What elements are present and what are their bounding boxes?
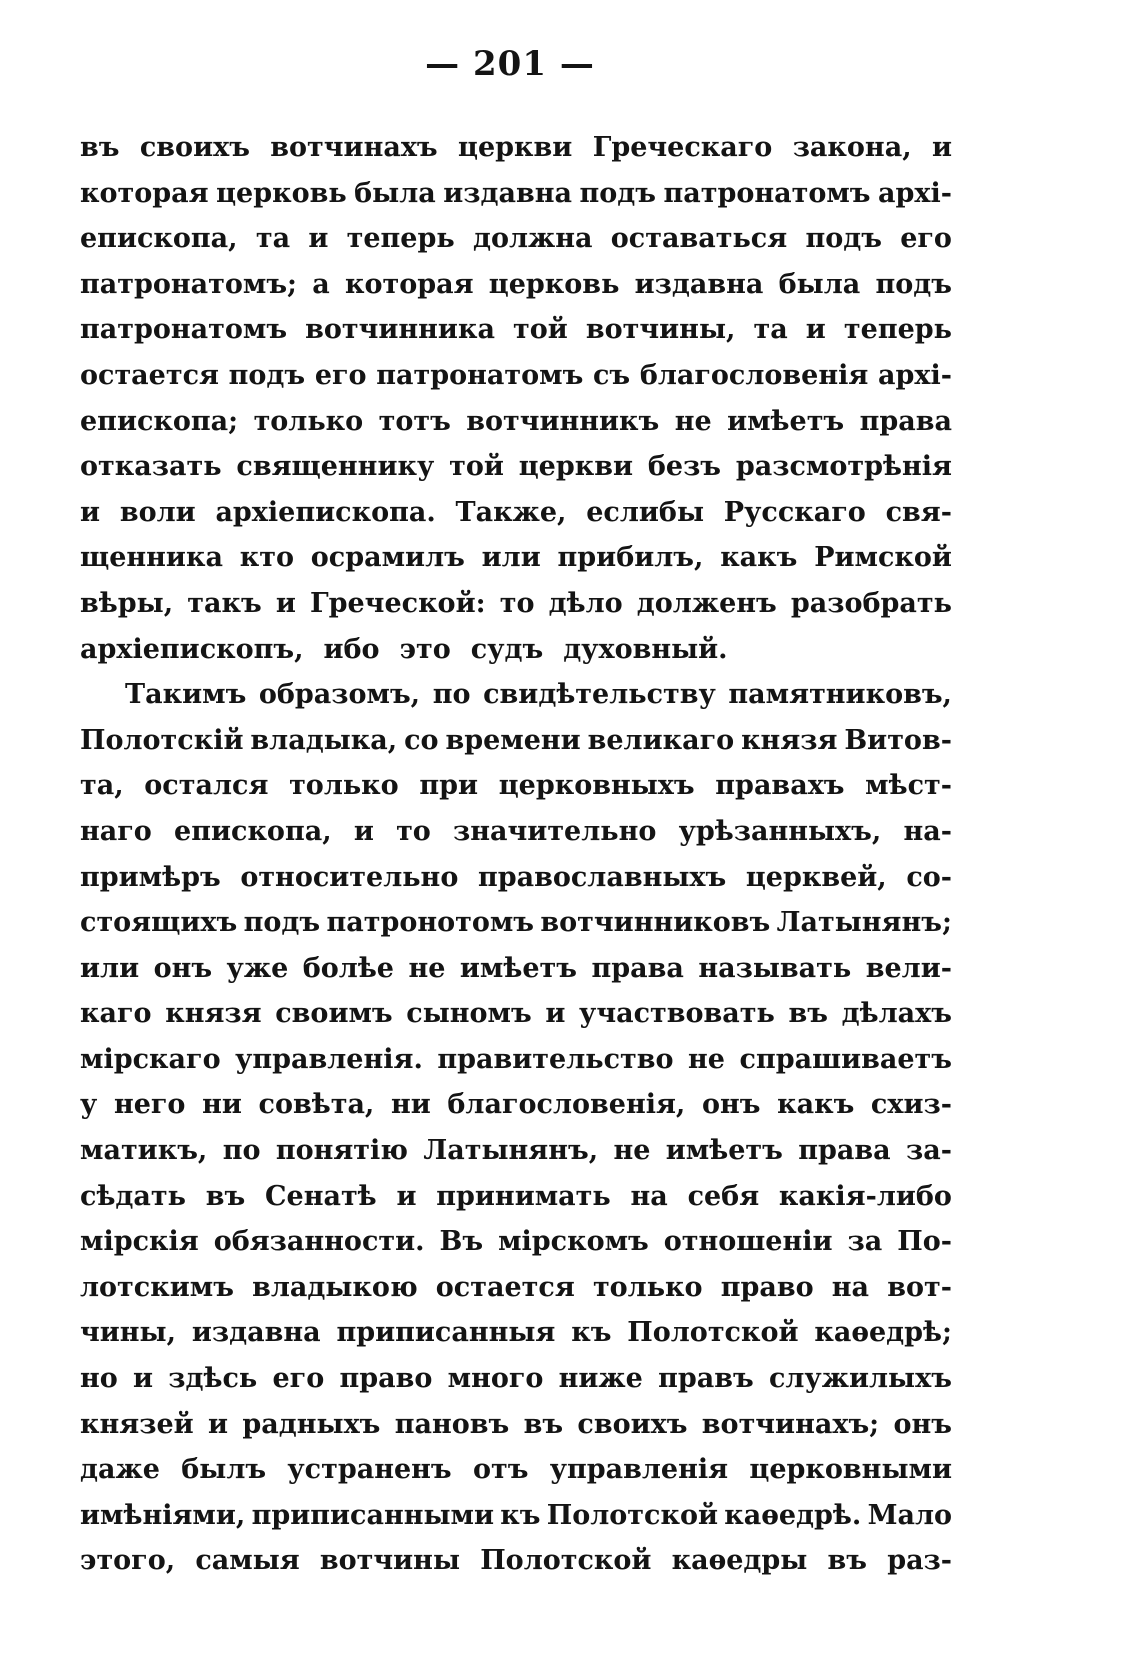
word: той bbox=[513, 314, 568, 346]
word: безъ bbox=[647, 451, 722, 483]
word: которая bbox=[344, 268, 474, 300]
word: подъ bbox=[805, 223, 882, 255]
word: Латынянъ; bbox=[776, 907, 952, 939]
word: вотчинника bbox=[305, 314, 495, 346]
word: мірскія bbox=[80, 1226, 199, 1258]
word: церковными bbox=[749, 1454, 952, 1486]
word: та, bbox=[80, 770, 124, 802]
word: щенника bbox=[80, 542, 223, 574]
word: права bbox=[798, 1135, 891, 1167]
word: отношеніи bbox=[663, 1226, 833, 1258]
word: право bbox=[339, 1363, 433, 1395]
word: только bbox=[592, 1271, 703, 1303]
word: церквей, bbox=[745, 861, 887, 893]
word: чины, bbox=[80, 1317, 177, 1349]
word: не bbox=[688, 1043, 725, 1075]
word: вели- bbox=[865, 952, 952, 984]
word: подъ bbox=[228, 359, 306, 391]
word: то bbox=[396, 815, 431, 847]
word: обязанности. bbox=[213, 1226, 425, 1258]
word: своихъ bbox=[577, 1408, 688, 1440]
word: только bbox=[289, 770, 399, 802]
text-line bbox=[80, 855, 952, 901]
word: лотскимъ bbox=[80, 1271, 234, 1303]
word: духовный. bbox=[563, 633, 728, 665]
word: уже bbox=[226, 952, 289, 984]
word: издавна bbox=[191, 1317, 321, 1349]
word: у bbox=[80, 1089, 98, 1121]
word: называть bbox=[698, 952, 852, 984]
text-line bbox=[80, 262, 952, 308]
word: Латынянъ, bbox=[423, 1135, 599, 1167]
word: свидѣтельству bbox=[483, 679, 716, 711]
text-line bbox=[80, 1037, 952, 1083]
word: вотчинахъ; bbox=[701, 1408, 880, 1440]
text-line bbox=[80, 1447, 952, 1493]
word: Въ bbox=[439, 1226, 484, 1258]
word: устраненъ bbox=[287, 1454, 452, 1486]
word: и bbox=[133, 1363, 154, 1395]
word: онъ bbox=[153, 952, 213, 984]
word: и bbox=[396, 1180, 417, 1212]
word: которая bbox=[80, 177, 209, 209]
word: вот- bbox=[887, 1271, 952, 1303]
word: правительство bbox=[437, 1043, 674, 1075]
text-line bbox=[80, 581, 952, 627]
word: вотчины, bbox=[585, 314, 736, 346]
word: Греческой: bbox=[309, 587, 486, 619]
word: должна bbox=[472, 223, 593, 255]
word: Также, bbox=[455, 496, 567, 528]
word: значительно bbox=[453, 815, 657, 847]
word: епископа, bbox=[174, 815, 332, 847]
word: ибо bbox=[323, 633, 380, 665]
word: не bbox=[613, 1135, 651, 1167]
word: или bbox=[80, 952, 140, 984]
word: По- bbox=[897, 1226, 952, 1258]
word: вотчинахъ bbox=[270, 132, 438, 163]
word: благословенія, bbox=[447, 1089, 686, 1121]
word: за- bbox=[905, 1135, 952, 1167]
word: управленія bbox=[549, 1454, 729, 1486]
word: ни bbox=[390, 1089, 431, 1121]
word: отказать bbox=[80, 451, 222, 483]
word: князей bbox=[80, 1408, 194, 1440]
word: отъ bbox=[472, 1454, 529, 1486]
word: радныхъ bbox=[242, 1408, 381, 1440]
word: вотчины bbox=[319, 1545, 461, 1577]
word: понятію bbox=[275, 1135, 408, 1167]
word: мірскаго bbox=[80, 1043, 221, 1075]
word: то bbox=[499, 587, 535, 619]
word: приписанными bbox=[251, 1499, 495, 1531]
text-line bbox=[80, 991, 952, 1037]
word: была bbox=[354, 177, 436, 209]
word: по bbox=[432, 679, 471, 711]
word: архі- bbox=[878, 359, 952, 391]
word: раз- bbox=[887, 1545, 952, 1577]
word: имѣетъ bbox=[665, 1135, 783, 1167]
word: съ bbox=[592, 359, 631, 391]
word: была bbox=[778, 268, 861, 300]
word: церкви bbox=[458, 132, 573, 163]
word: это bbox=[399, 633, 451, 665]
word: и bbox=[80, 496, 101, 528]
word: болѣе bbox=[302, 952, 394, 984]
word: Полотской bbox=[546, 1499, 719, 1531]
word: при bbox=[419, 770, 479, 802]
word: священнику bbox=[236, 451, 435, 483]
word: спрашиваетъ bbox=[739, 1043, 952, 1075]
word: и bbox=[353, 815, 374, 847]
text-line bbox=[80, 1356, 952, 1402]
word: закона, bbox=[792, 132, 912, 163]
word: даже bbox=[80, 1454, 160, 1486]
word: наго bbox=[80, 815, 152, 847]
word: остается bbox=[435, 1271, 575, 1303]
word: князя bbox=[165, 998, 262, 1030]
word: совѣта, bbox=[258, 1089, 375, 1121]
word: судъ bbox=[470, 633, 544, 665]
word: та bbox=[753, 314, 788, 346]
text-line bbox=[80, 718, 952, 764]
word: къ bbox=[500, 1499, 541, 1531]
word: Такимъ bbox=[125, 679, 247, 711]
text-line bbox=[80, 444, 952, 490]
word: Римской bbox=[814, 542, 952, 574]
word: патронатомъ bbox=[80, 314, 288, 346]
word: Витов- bbox=[844, 724, 952, 756]
text-line bbox=[80, 809, 952, 855]
word: ниже bbox=[558, 1363, 643, 1395]
text-line bbox=[80, 900, 952, 946]
word: себя bbox=[687, 1180, 760, 1212]
word: права bbox=[591, 952, 684, 984]
word: матикъ, bbox=[80, 1135, 208, 1167]
word: разсмотрѣнія bbox=[735, 451, 952, 483]
word: схиз- bbox=[870, 1089, 952, 1121]
word: этого, bbox=[80, 1545, 176, 1577]
word: своимъ bbox=[275, 998, 393, 1030]
word: правъ bbox=[658, 1363, 754, 1395]
word: въ bbox=[205, 1180, 246, 1212]
word: стоящихъ bbox=[80, 907, 238, 939]
word: здѣсь bbox=[168, 1363, 258, 1395]
word: владыка, bbox=[250, 724, 398, 756]
word: церковь bbox=[488, 268, 620, 300]
word: со- bbox=[906, 861, 952, 893]
word: церковныхъ bbox=[498, 770, 695, 802]
word: него bbox=[113, 1089, 186, 1121]
word: Мало bbox=[867, 1499, 952, 1531]
word: церковь bbox=[216, 177, 347, 209]
word: а bbox=[312, 268, 330, 300]
word: тотъ bbox=[378, 405, 451, 437]
word: и bbox=[308, 223, 329, 255]
word: разобрать bbox=[790, 587, 952, 619]
word: много bbox=[447, 1363, 544, 1395]
word: сѣдать bbox=[80, 1180, 186, 1212]
word: на- bbox=[903, 815, 952, 847]
text-line bbox=[80, 1082, 952, 1128]
text-line bbox=[80, 763, 952, 809]
word: пановъ bbox=[394, 1408, 510, 1440]
word: каѳедры bbox=[671, 1545, 808, 1577]
text-line bbox=[80, 490, 952, 536]
text-line bbox=[80, 353, 952, 399]
word: долженъ bbox=[636, 587, 777, 619]
word: на bbox=[831, 1271, 870, 1303]
word: теперь bbox=[346, 223, 455, 255]
word: каѳедрѣ. bbox=[724, 1499, 862, 1531]
page-number: — 201 — bbox=[425, 44, 595, 84]
word: участвовать bbox=[579, 998, 775, 1030]
word: епископа; bbox=[80, 405, 239, 437]
word: и bbox=[931, 132, 952, 163]
word: мѣст- bbox=[865, 770, 952, 802]
text-line bbox=[80, 1265, 952, 1311]
word: какъ bbox=[720, 542, 798, 574]
word: его bbox=[900, 223, 952, 255]
word: кто bbox=[239, 542, 294, 574]
word: не bbox=[408, 952, 446, 984]
word: вотчинникъ bbox=[466, 405, 660, 437]
word: урѣзанныхъ, bbox=[678, 815, 882, 847]
text-line bbox=[80, 1402, 952, 1448]
word: не bbox=[674, 405, 712, 437]
word: подъ bbox=[875, 268, 952, 300]
word: своихъ bbox=[139, 132, 250, 163]
word: осрамилъ bbox=[310, 542, 465, 574]
word: памятниковъ, bbox=[728, 679, 952, 711]
word: къ bbox=[571, 1317, 612, 1349]
word: имѣніями, bbox=[80, 1499, 246, 1531]
word: за bbox=[847, 1226, 883, 1258]
text-line bbox=[80, 1174, 952, 1220]
word: принимать bbox=[436, 1180, 611, 1212]
word: дѣло bbox=[548, 587, 623, 619]
word: его bbox=[314, 359, 367, 391]
word: и bbox=[208, 1408, 229, 1440]
word: подъ bbox=[579, 177, 656, 209]
word: патронотомъ bbox=[326, 907, 535, 939]
word: или bbox=[481, 542, 541, 574]
text-line bbox=[80, 1538, 952, 1584]
word: такъ bbox=[187, 587, 262, 619]
word: издавна bbox=[634, 268, 764, 300]
word: и bbox=[805, 314, 826, 346]
word: остался bbox=[144, 770, 269, 802]
word: прибилъ, bbox=[557, 542, 704, 574]
word: управленія. bbox=[235, 1043, 423, 1075]
word: въ bbox=[788, 998, 828, 1030]
word: вотчинниковъ bbox=[540, 907, 771, 939]
word: относительно bbox=[240, 861, 459, 893]
word: Полотскій bbox=[80, 724, 244, 756]
word: онъ bbox=[893, 1408, 952, 1440]
word: въ bbox=[827, 1545, 868, 1577]
text-line bbox=[80, 1128, 952, 1174]
word: та bbox=[255, 223, 291, 255]
word: подъ bbox=[243, 907, 321, 939]
word: имѣетъ bbox=[727, 405, 845, 437]
word: великаго bbox=[587, 724, 735, 756]
word: со bbox=[404, 724, 439, 756]
word: имѣетъ bbox=[459, 952, 577, 984]
word: вѣры, bbox=[80, 587, 174, 619]
word: издавна bbox=[443, 177, 573, 209]
word: православныхъ bbox=[477, 861, 727, 893]
word: но bbox=[80, 1363, 118, 1395]
word: каѳедрѣ; bbox=[814, 1317, 952, 1349]
word: архі- bbox=[878, 177, 952, 209]
word: и bbox=[275, 587, 296, 619]
word: патронатомъ bbox=[663, 177, 871, 209]
word: служилыхъ bbox=[768, 1363, 952, 1395]
word: епископа, bbox=[80, 223, 238, 255]
word: въ bbox=[523, 1408, 564, 1440]
word: въ bbox=[80, 132, 120, 163]
word: только bbox=[253, 405, 364, 437]
word: какъ bbox=[777, 1089, 855, 1121]
text-line bbox=[80, 535, 952, 581]
word: правахъ bbox=[715, 770, 845, 802]
word: сыномъ bbox=[406, 998, 532, 1030]
body-text bbox=[80, 125, 952, 1584]
text-line bbox=[80, 399, 952, 445]
text-line bbox=[80, 125, 952, 171]
word: право bbox=[720, 1271, 814, 1303]
word: архіепископъ, bbox=[80, 633, 304, 665]
word: церкви bbox=[518, 451, 634, 483]
text-line bbox=[80, 946, 952, 992]
word: самыя bbox=[195, 1545, 300, 1577]
text-line bbox=[80, 1493, 952, 1539]
text-line bbox=[80, 171, 952, 217]
word: воли bbox=[119, 496, 196, 528]
word: патронатомъ bbox=[376, 359, 584, 391]
word: мірскомъ bbox=[498, 1226, 649, 1258]
word: остается bbox=[80, 359, 219, 391]
word: Русскаго bbox=[723, 496, 866, 528]
word: его bbox=[272, 1363, 325, 1395]
word: былъ bbox=[181, 1454, 267, 1486]
word: Полотской bbox=[480, 1545, 652, 1577]
word: патронатомъ; bbox=[80, 268, 298, 300]
word: приписанныя bbox=[336, 1317, 556, 1349]
word: права bbox=[859, 405, 952, 437]
word: благословенія bbox=[639, 359, 869, 391]
word: той bbox=[449, 451, 504, 483]
word: Полотской bbox=[627, 1317, 799, 1349]
word: по bbox=[222, 1135, 261, 1167]
text-line bbox=[80, 627, 952, 673]
word: теперь bbox=[843, 314, 952, 346]
word: оставаться bbox=[610, 223, 788, 255]
word: дѣлахъ bbox=[841, 998, 952, 1030]
word: Греческаго bbox=[592, 132, 773, 163]
word: какія-либо bbox=[778, 1180, 952, 1212]
word: еслибы bbox=[586, 496, 705, 528]
text-line bbox=[80, 672, 952, 718]
word: на bbox=[630, 1180, 668, 1212]
text-line bbox=[80, 1219, 952, 1265]
word: Сенатѣ bbox=[265, 1180, 377, 1212]
word: примѣръ bbox=[80, 861, 221, 893]
word: образомъ, bbox=[258, 679, 421, 711]
text-line bbox=[80, 216, 952, 262]
text-line bbox=[80, 1310, 952, 1356]
text-line bbox=[80, 307, 952, 353]
word: каго bbox=[80, 998, 152, 1030]
word: и bbox=[545, 998, 566, 1030]
word: ни bbox=[202, 1089, 242, 1121]
word: онъ bbox=[701, 1089, 761, 1121]
word: свя- bbox=[885, 496, 952, 528]
word: архіепископа. bbox=[215, 496, 436, 528]
word: владыкою bbox=[252, 1271, 418, 1303]
word: князя bbox=[741, 724, 838, 756]
word: времени bbox=[445, 724, 581, 756]
